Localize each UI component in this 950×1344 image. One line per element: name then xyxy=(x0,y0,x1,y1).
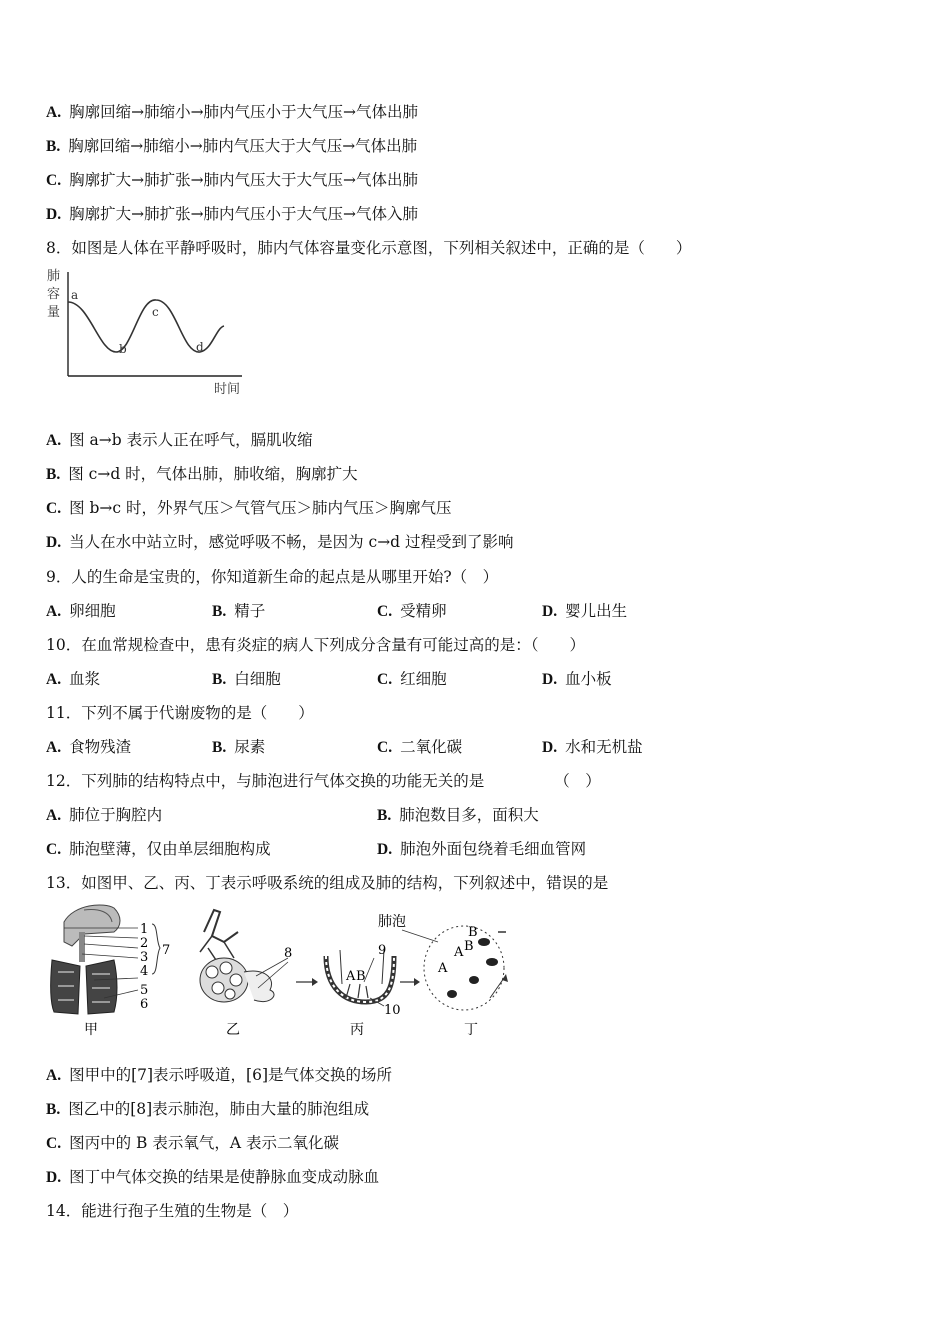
q10-option-a: A. 血浆 xyxy=(46,670,101,688)
q13-option-a: A. 图甲中的[7]表示呼吸道，[6]是气体交换的场所 xyxy=(46,1066,392,1084)
q9-option-a: A. 卵细胞 xyxy=(46,602,116,620)
q12-option-b: B. 肺泡数目多，面积大 xyxy=(377,806,539,824)
panel-yi xyxy=(200,910,292,1038)
jia-num-2: 2 xyxy=(140,936,149,951)
ding-label-a2: A xyxy=(438,961,448,976)
q7-option-c: C. 胸廓扩大→肺扩张→肺内气压大于大气压→气体出肺 xyxy=(46,171,419,189)
ding-label-a1: A xyxy=(454,945,464,960)
q10-option-d: D. 血小板 xyxy=(542,670,612,688)
q13-stem: 13．如图甲、乙、丙、丁表示呼吸系统的组成及肺的结构，下列叙述中，错误的是 xyxy=(46,874,609,892)
panel-label-yi: 乙 xyxy=(226,1022,240,1038)
lung-volume-figure xyxy=(44,266,254,400)
bing-label-9: 9 xyxy=(378,943,387,958)
x-axis-label: 时间 xyxy=(214,382,241,397)
point-a-label: a xyxy=(71,288,79,302)
q7-option-a: A. 胸廓回缩→肺缩小→肺内气压小于大气压→气体出肺 xyxy=(46,103,419,121)
q7-option-d: D. 胸廓扩大→肺扩张→肺内气压小于大气压→气体入肺 xyxy=(46,205,419,223)
q12-stem: 12．下列肺的结构特点中，与肺泡进行气体交换的功能无关的是 （ ） xyxy=(46,772,601,790)
q11-option-a: A. 食物残渣 xyxy=(46,738,132,756)
y-axis-label-2: 容 xyxy=(47,287,61,302)
jia-brace-7: 7 xyxy=(162,943,171,958)
q10-stem: 10．在血常规检查中，患有炎症的病人下列成分含量有可能过高的是：（ ） xyxy=(46,636,585,654)
ding-label-b2: B xyxy=(464,939,474,954)
panel-label-jia: 甲 xyxy=(84,1022,98,1038)
ding-label-b1: B xyxy=(468,925,478,940)
q7-option-b: B. 胸廓回缩→肺缩小→肺内气压大于大气压→气体出肺 xyxy=(46,137,418,155)
q13-option-b: B. 图乙中的[8]表示肺泡，肺由大量的肺泡组成 xyxy=(46,1100,370,1118)
jia-num-5: 5 xyxy=(140,983,149,998)
y-axis-label-1: 肺 xyxy=(47,269,61,284)
yi-label-8: 8 xyxy=(284,946,293,961)
bing-label-a: A xyxy=(346,969,356,984)
q11-option-b: B. 尿素 xyxy=(212,738,266,756)
jia-num-3: 3 xyxy=(140,950,149,965)
q8-option-b: B. 图 c→d 时，气体出肺，肺收缩，胸廓扩大 xyxy=(46,465,358,483)
jia-num-4: 4 xyxy=(140,964,149,979)
jia-num-6: 6 xyxy=(140,997,149,1012)
q13-option-d: D. 图丁中气体交换的结果是使静脉血变成动脉血 xyxy=(46,1168,380,1186)
q11-option-d: D. 水和无机盐 xyxy=(542,738,643,756)
q9-stem: 9．人的生命是宝贵的，你知道新生命的起点是从哪里开始?（ ） xyxy=(46,568,499,586)
q12-option-c: C. 肺泡壁薄，仅由单层细胞构成 xyxy=(46,840,271,858)
y-axis-label-3: 量 xyxy=(47,305,61,320)
q11-option-c: C. 二氧化碳 xyxy=(377,738,463,756)
q12-option-a: A. 肺位于胸腔内 xyxy=(46,806,163,824)
bing-label-b: B xyxy=(356,969,366,984)
bing-label-10: 10 xyxy=(384,1003,401,1018)
panel-bing xyxy=(326,943,401,1038)
q8-option-c: C. 图 b→c 时，外界气压＞气管气压＞肺内气压＞胸廓气压 xyxy=(46,499,452,517)
respiratory-system-figure xyxy=(44,902,524,1042)
ding-title: 肺泡 xyxy=(378,914,406,930)
q9-option-b: B. 精子 xyxy=(212,602,266,620)
panel-jia xyxy=(51,905,171,1038)
q9-option-c: C. 受精卵 xyxy=(377,602,447,620)
q12-option-d: D. 肺泡外面包绕着毛细血管网 xyxy=(377,840,587,858)
panel-label-bing: 丙 xyxy=(350,1022,364,1038)
q8-option-d: D. 当人在水中站立时，感觉呼吸不畅，是因为 c→d 过程受到了影响 xyxy=(46,533,514,551)
q14-stem: 14．能进行孢子生殖的生物是（ ） xyxy=(46,1202,299,1220)
point-c-label: c xyxy=(152,305,159,319)
q10-option-b: B. 白细胞 xyxy=(212,670,281,688)
jia-num-1: 1 xyxy=(140,922,149,937)
point-b-label: b xyxy=(119,342,127,356)
panel-label-ding: 丁 xyxy=(464,1022,478,1038)
point-d-label: d xyxy=(196,340,204,354)
q9-option-d: D. 婴儿出生 xyxy=(542,602,628,620)
q8-option-a: A. 图 a→b 表示人正在呼气，膈肌收缩 xyxy=(46,431,313,449)
q8-stem: 8．如图是人体在平静呼吸时，肺内气体容量变化示意图，下列相关叙述中，正确的是（ ） xyxy=(46,239,692,257)
q13-option-c: C. 图丙中的 B 表示氧气，A 表示二氧化碳 xyxy=(46,1134,339,1152)
q10-option-c: C. 红细胞 xyxy=(377,670,447,688)
q11-stem: 11．下列不属于代谢废物的是（ ） xyxy=(46,704,314,722)
panel-ding xyxy=(378,913,508,1038)
